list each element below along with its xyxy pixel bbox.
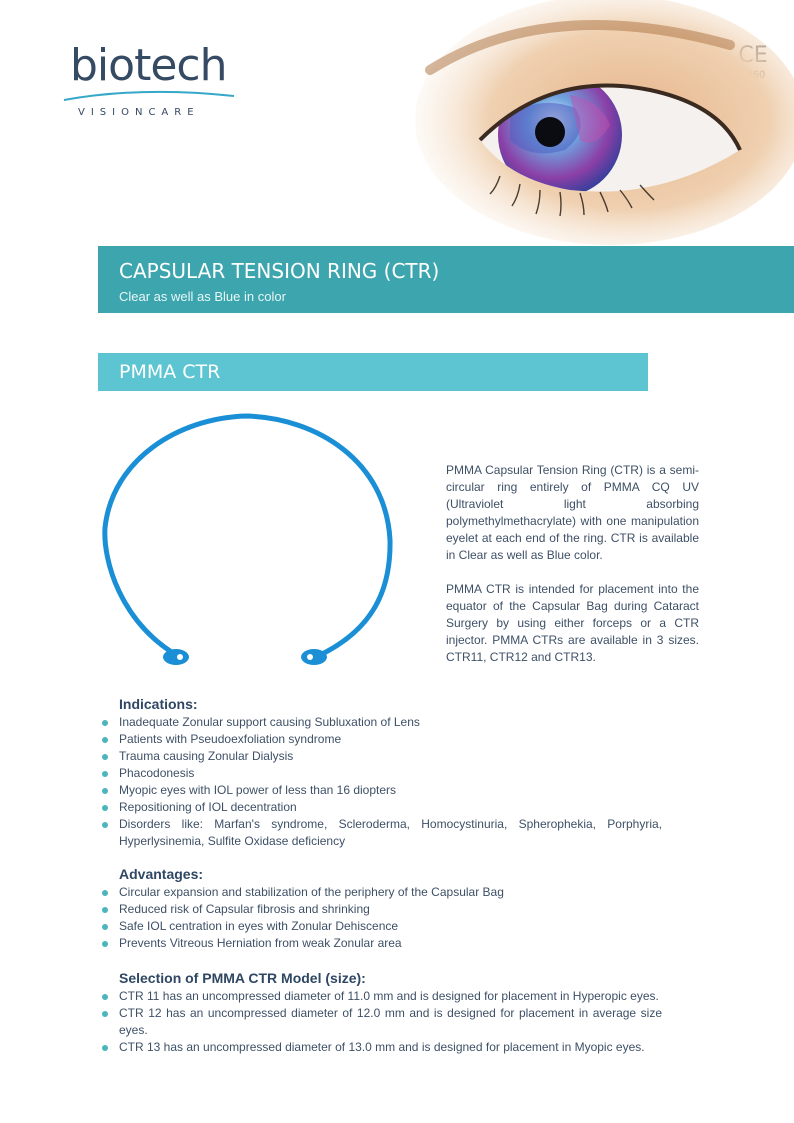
advantages-list <box>102 884 662 952</box>
eye-illustration <box>400 0 794 245</box>
section-title: PMMA CTR <box>119 361 221 383</box>
list-item: Patients with Pseudoexfoliation syndrome <box>102 731 662 748</box>
list-item: Trauma causing Zonular Dialysis <box>102 748 662 765</box>
selection-section <box>102 970 662 1056</box>
advantages-heading: Advantages: <box>119 866 204 882</box>
selection-heading: Selection of PMMA CTR Model (size): <box>119 970 366 986</box>
brand-logo <box>62 40 242 125</box>
indications-list <box>102 714 662 850</box>
list-item: CTR 13 has an uncompressed diameter of 13.0 mm and is designed for placement in Myopic eyes. <box>102 1039 662 1056</box>
list-item: Safe IOL centration in eyes with Zonular Dehiscence <box>102 918 662 935</box>
title-banner <box>98 246 794 313</box>
right-eyelet-icon <box>301 649 327 665</box>
page-title: CAPSULAR TENSION RING (CTR) <box>119 259 440 283</box>
selection-list <box>102 988 662 1056</box>
list-item: Prevents Vitreous Herniation from weak Zonular area <box>102 935 662 952</box>
logo-swoosh-icon <box>62 88 237 102</box>
product-description <box>446 462 699 683</box>
indications-section <box>102 696 662 850</box>
list-item: Repositioning of IOL decentration <box>102 799 662 816</box>
list-item: Disorders like: Marfan's syndrome, Scleroderma, Homocystinuria, Spherophekia, Porphyria, Hyperlysinemia, Sulfite Oxidase deficiency <box>102 816 662 850</box>
indications-heading: Indications: <box>119 696 198 712</box>
list-item: CTR 12 has an uncompressed diameter of 12.0 mm and is designed for placement in average size eyes. <box>102 1005 662 1039</box>
brand-name: biotech <box>70 40 227 91</box>
list-item: Myopic eyes with IOL power of less than 16 diopters <box>102 782 662 799</box>
list-item: Circular expansion and stabilization of the periphery of the Capsular Bag <box>102 884 662 901</box>
list-item: Inadequate Zonular support causing Subluxation of Lens <box>102 714 662 731</box>
list-item: Reduced risk of Capsular fibrosis and shrinking <box>102 901 662 918</box>
description-paragraph: PMMA CTR is intended for placement into the equator of the Capsular Bag during Cataract Surgery by using either forceps or a CTR injector. PMMA CTRs are available in 3 sizes. CTR11, CTR12 and CTR13. <box>446 582 699 664</box>
page-subtitle: Clear as well as Blue in color <box>119 289 286 304</box>
advantages-section <box>102 866 662 952</box>
brand-tagline: VISIONCARE <box>78 107 200 118</box>
list-item: CTR 11 has an uncompressed diameter of 11.0 mm and is designed for placement in Hyperopic eyes. <box>102 988 662 1005</box>
left-eyelet-icon <box>163 649 189 665</box>
ctr-ring-illustration <box>98 410 398 672</box>
description-paragraph: PMMA Capsular Tension Ring (CTR) is a semi-circular ring entirely of PMMA CQ UV (Ultraviolet light absorbing polymethylmethacrylate) with one manipulation eyelet at each end of the ring. CTR is available in Clear as well as Blue color. <box>446 463 699 562</box>
section-header <box>98 353 648 391</box>
list-item: Phacodonesis <box>102 765 662 782</box>
